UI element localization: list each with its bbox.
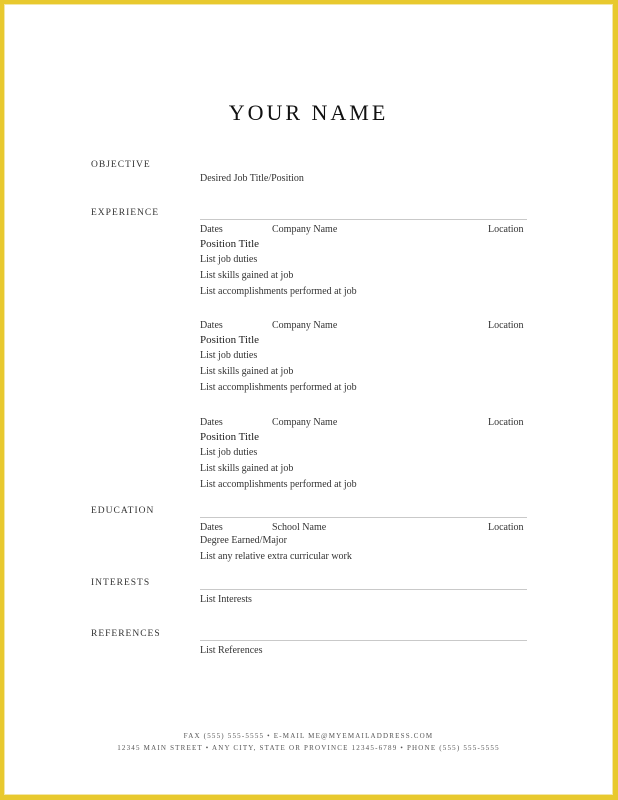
interests-rule <box>200 589 527 590</box>
footer-address-line: 12345 MAIN STREET • ANY CITY, STATE OR PROVINCE 12345-6789 • PHONE (555) 555-5555 <box>117 744 500 752</box>
footer-contact-line: FAX (555) 555-5555 • E-MAIL ME@MYEMAILADDRESS.COM <box>183 732 434 740</box>
interests-text: List Interests <box>200 594 252 605</box>
entry-location: Location <box>488 320 524 331</box>
education-degree: Degree Earned/Major <box>200 535 287 546</box>
references-text: List References <box>200 645 263 656</box>
interests-heading: INTERESTS <box>91 578 151 588</box>
entry-position: Position Title <box>200 238 260 250</box>
education-location: Location <box>488 522 524 533</box>
experience-heading: EXPERIENCE <box>91 208 160 218</box>
entry-accomplishments: List accomplishments performed at job <box>200 382 357 393</box>
experience-rule <box>200 219 527 220</box>
references-rule <box>200 640 527 641</box>
resume-name: YOUR NAME <box>228 100 389 125</box>
entry-location: Location <box>488 417 524 428</box>
education-dates: Dates <box>200 522 223 533</box>
entry-skills: List skills gained at job <box>200 366 294 377</box>
entry-skills: List skills gained at job <box>200 270 294 281</box>
entry-accomplishments: List accomplishments performed at job <box>200 286 357 297</box>
education-extra: List any relative extra curricular work <box>200 551 352 562</box>
entry-duties: List job duties <box>200 350 258 361</box>
entry-position: Position Title <box>200 334 260 346</box>
education-heading: EDUCATION <box>91 506 155 516</box>
education-school: School Name <box>272 522 327 533</box>
entry-duties: List job duties <box>200 447 258 458</box>
entry-dates: Dates <box>200 224 223 235</box>
entry-location: Location <box>488 224 524 235</box>
objective-text: Desired Job Title/Position <box>200 173 304 184</box>
resume-page <box>4 4 613 795</box>
entry-company: Company Name <box>272 417 338 428</box>
education-rule <box>200 517 527 518</box>
entry-dates: Dates <box>200 320 223 331</box>
entry-company: Company Name <box>272 320 338 331</box>
entry-position: Position Title <box>200 431 260 443</box>
entry-skills: List skills gained at job <box>200 463 294 474</box>
entry-duties: List job duties <box>200 254 258 265</box>
entry-company: Company Name <box>272 224 338 235</box>
references-heading: REFERENCES <box>91 629 161 639</box>
objective-heading: OBJECTIVE <box>91 160 151 170</box>
entry-accomplishments: List accomplishments performed at job <box>200 479 357 490</box>
entry-dates: Dates <box>200 417 223 428</box>
